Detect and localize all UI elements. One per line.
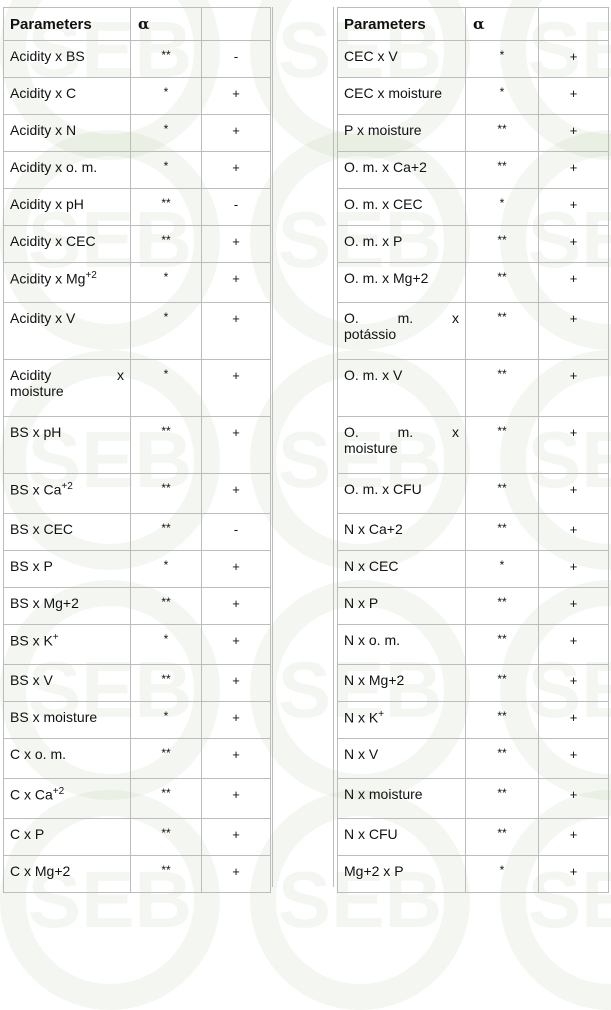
parameter-cell (338, 665, 466, 702)
parameter-label: Acidity x BS (10, 48, 85, 64)
parameter-cell (338, 625, 466, 665)
parameter-label: O. m. x Mg+2 (344, 270, 429, 286)
significance-cell: * (131, 263, 202, 303)
parameter-label: N x Ca+2 (344, 521, 403, 537)
parameter-cell (4, 588, 131, 625)
sign-cell: + (539, 303, 609, 360)
table-row (338, 360, 609, 417)
parameter-cell (338, 152, 466, 189)
table-row (338, 474, 609, 514)
parameter-label: N x moisture (344, 786, 423, 802)
sign-cell: + (539, 856, 609, 893)
table-row (338, 551, 609, 588)
table-row (4, 152, 271, 189)
superscript: +2 (85, 270, 97, 281)
parameter-cell (4, 551, 131, 588)
table-row (338, 303, 609, 360)
parameter-label: Acidity x N (10, 122, 77, 138)
parameter-cell (338, 779, 466, 819)
parameter-label: CEC x moisture (344, 85, 443, 101)
sign-cell: + (202, 665, 271, 702)
significance-cell: ** (131, 779, 202, 819)
sign-cell: - (202, 41, 271, 78)
significance-cell: * (466, 856, 539, 893)
sign-cell: + (202, 474, 271, 514)
table-row (4, 78, 271, 115)
table-row (4, 625, 271, 665)
sign-cell: + (539, 474, 609, 514)
sign-cell: + (202, 702, 271, 739)
sign-cell: + (202, 739, 271, 779)
parameter-cell (4, 856, 131, 893)
header-row (338, 8, 609, 41)
significance-cell: * (131, 303, 202, 360)
parameter-label: BS x pH (10, 424, 62, 440)
parameter-cell (338, 115, 466, 152)
significance-cell: * (131, 360, 202, 417)
table-row (338, 152, 609, 189)
parameter-cell (338, 303, 466, 360)
significance-cell: ** (466, 417, 539, 474)
parameter-cell (4, 625, 131, 665)
table-row (4, 856, 271, 893)
parameter-label: N x Mg+2 (344, 672, 405, 688)
significance-cell: ** (466, 514, 539, 551)
sign-cell: + (539, 41, 609, 78)
significance-cell: ** (131, 41, 202, 78)
table-row (4, 588, 271, 625)
parameter-label: Acidity x V (10, 310, 76, 326)
parameter-label: O. m. x (344, 310, 459, 326)
parameter-label: BS x Mg+2 (10, 595, 79, 611)
table-row (4, 551, 271, 588)
table-row (4, 702, 271, 739)
significance-cell: ** (131, 819, 202, 856)
table-row (4, 819, 271, 856)
parameter-label: O. m. x V (344, 367, 403, 383)
parameter-label: O. m. x CFU (344, 481, 422, 497)
sign-cell: + (202, 551, 271, 588)
alpha-header: α (466, 8, 539, 41)
parameter-label: BS x P (10, 558, 53, 574)
significance-cell: ** (466, 702, 539, 739)
parameter-cell (338, 551, 466, 588)
sign-cell: + (539, 263, 609, 303)
parameter-cell (4, 474, 131, 514)
significance-cell: ** (131, 474, 202, 514)
sign-cell: + (202, 588, 271, 625)
significance-cell: * (466, 78, 539, 115)
sign-cell: + (202, 115, 271, 152)
parameter-label: O. m. x P (344, 233, 403, 249)
significance-cell: ** (131, 856, 202, 893)
parameter-label: Acidity x (10, 367, 124, 383)
significance-cell: ** (466, 588, 539, 625)
parameter-label: BS x Ca (10, 481, 62, 498)
table-row (4, 665, 271, 702)
parameter-cell (338, 41, 466, 78)
table-row (4, 779, 271, 819)
parameter-label: N x V (344, 746, 379, 762)
significance-cell: * (131, 78, 202, 115)
parameter-label: Acidity x pH (10, 196, 84, 212)
spacer-column (272, 7, 334, 887)
sign-cell: + (202, 303, 271, 360)
sign-cell: + (202, 226, 271, 263)
significance-cell: ** (466, 739, 539, 779)
alpha-header: α (131, 8, 202, 41)
sign-cell: + (539, 78, 609, 115)
table-row (338, 625, 609, 665)
significance-cell: ** (131, 514, 202, 551)
parameter-cell (338, 702, 466, 739)
table-row (338, 856, 609, 893)
significance-cell: ** (131, 665, 202, 702)
significance-cell: * (131, 115, 202, 152)
parameter-cell (4, 303, 131, 360)
sign-cell: - (202, 189, 271, 226)
parameter-label: BS x moisture (10, 709, 98, 725)
table-row (4, 189, 271, 226)
superscript: +2 (52, 786, 65, 797)
parameter-cell (4, 779, 131, 819)
sign-cell: + (202, 625, 271, 665)
table-row (338, 78, 609, 115)
sign-header (539, 8, 609, 41)
significance-cell: ** (466, 263, 539, 303)
parameter-cell (4, 702, 131, 739)
table-row (338, 514, 609, 551)
parameter-cell (338, 588, 466, 625)
superscript: + (378, 709, 385, 720)
significance-cell: ** (466, 819, 539, 856)
table-row (4, 226, 271, 263)
table-row (338, 588, 609, 625)
significance-cell: ** (466, 779, 539, 819)
significance-cell: ** (466, 360, 539, 417)
sign-cell: + (539, 739, 609, 779)
parameter-cell (4, 189, 131, 226)
sign-cell: + (539, 152, 609, 189)
significance-cell: ** (131, 226, 202, 263)
parameter-cell (338, 189, 466, 226)
table-row (4, 360, 271, 417)
significance-cell: ** (466, 152, 539, 189)
parameter-label: N x P (344, 595, 379, 611)
parameter-label: P x moisture (344, 122, 422, 138)
parameter-label: Acidity x Mg (10, 270, 86, 287)
parameter-label-line2: potássio (344, 326, 397, 342)
parameter-label: N x CFU (344, 826, 398, 842)
right-table (337, 7, 609, 893)
parameter-label: Mg+2 x P (344, 863, 404, 879)
table-row (4, 263, 271, 303)
parameter-label: Acidity x o. m. (10, 159, 98, 175)
table-row (338, 41, 609, 78)
significance-cell: * (131, 152, 202, 189)
sign-cell: + (202, 819, 271, 856)
parameter-label: C x Ca (10, 786, 53, 803)
parameter-label: O. m. x Ca+2 (344, 159, 427, 175)
table-row (4, 41, 271, 78)
sign-cell: + (539, 588, 609, 625)
sign-cell: + (539, 625, 609, 665)
sign-cell: + (202, 779, 271, 819)
parameter-cell (4, 78, 131, 115)
table-row (4, 303, 271, 360)
parameter-label: O. m. x (344, 424, 459, 440)
parameter-cell (4, 263, 131, 303)
parameter-cell (338, 856, 466, 893)
sign-cell: - (202, 514, 271, 551)
significance-cell: ** (466, 665, 539, 702)
significance-cell: * (131, 551, 202, 588)
parameter-label-line2: moisture (10, 383, 64, 399)
sign-cell: + (539, 702, 609, 739)
parameter-cell (4, 417, 131, 474)
sign-cell: + (539, 189, 609, 226)
superscript: + (52, 632, 59, 643)
table-row (4, 115, 271, 152)
significance-cell: ** (466, 226, 539, 263)
parameter-label: BS x V (10, 672, 53, 688)
table-row (338, 739, 609, 779)
parameter-label: N x K (344, 709, 379, 726)
sign-cell: + (539, 551, 609, 588)
parameter-label: C x Mg+2 (10, 863, 71, 879)
significance-cell: ** (466, 303, 539, 360)
significance-cell: ** (131, 739, 202, 779)
superscript: +2 (61, 481, 73, 492)
table-row (338, 115, 609, 152)
parameter-label: C x P (10, 826, 45, 842)
parameter-cell (338, 474, 466, 514)
left-table (3, 7, 271, 893)
sign-cell: + (539, 819, 609, 856)
sign-cell: + (202, 417, 271, 474)
table-row (338, 702, 609, 739)
parameter-label: O. m. x CEC (344, 196, 423, 212)
table-row (338, 819, 609, 856)
sign-cell: + (202, 152, 271, 189)
parameters-header: Parameters (4, 8, 131, 41)
sign-cell: + (202, 263, 271, 303)
significance-cell: ** (131, 417, 202, 474)
sign-cell: + (202, 360, 271, 417)
sign-cell: + (539, 665, 609, 702)
parameter-cell (4, 665, 131, 702)
parameter-cell (4, 360, 131, 417)
parameter-cell (338, 360, 466, 417)
significance-cell: ** (466, 474, 539, 514)
table-row (4, 739, 271, 779)
table-row (338, 417, 609, 474)
table-row (338, 263, 609, 303)
header-row (4, 8, 271, 41)
sign-cell: + (202, 78, 271, 115)
table-row (338, 779, 609, 819)
parameter-label: N x o. m. (344, 632, 401, 648)
table-row (338, 189, 609, 226)
sign-cell: + (539, 417, 609, 474)
parameter-cell (4, 152, 131, 189)
table-row (4, 514, 271, 551)
parameter-label-line2: moisture (344, 440, 398, 456)
significance-cell: * (466, 551, 539, 588)
parameter-label: BS x CEC (10, 521, 74, 537)
parameter-label: Acidity x CEC (10, 233, 96, 249)
parameter-cell (338, 514, 466, 551)
parameter-label: C x o. m. (10, 746, 67, 762)
sign-cell: + (539, 226, 609, 263)
parameter-cell (4, 115, 131, 152)
sign-cell: + (539, 779, 609, 819)
sign-cell: + (202, 856, 271, 893)
parameter-label: Acidity x C (10, 85, 77, 101)
significance-cell: ** (131, 588, 202, 625)
significance-cell: * (466, 41, 539, 78)
table-row (338, 665, 609, 702)
parameters-header: Parameters (338, 8, 466, 41)
parameter-cell (338, 78, 466, 115)
parameter-label: CEC x V (344, 48, 398, 64)
table-row (4, 417, 271, 474)
significance-cell: * (466, 189, 539, 226)
significance-cell: ** (131, 189, 202, 226)
parameter-cell (338, 417, 466, 474)
sign-cell: + (539, 360, 609, 417)
parameter-cell (338, 739, 466, 779)
significance-cell: ** (466, 115, 539, 152)
parameter-cell (4, 739, 131, 779)
parameter-cell (338, 226, 466, 263)
sign-cell: + (539, 115, 609, 152)
significance-cell: * (131, 625, 202, 665)
parameter-cell (4, 41, 131, 78)
parameter-label: N x CEC (344, 558, 399, 574)
parameter-cell (4, 514, 131, 551)
parameter-cell (4, 226, 131, 263)
sign-header (202, 8, 271, 41)
parameter-label: BS x K (10, 632, 53, 649)
parameter-cell (338, 819, 466, 856)
table-row (338, 226, 609, 263)
significance-cell: * (131, 702, 202, 739)
significance-cell: ** (466, 625, 539, 665)
table-row (4, 474, 271, 514)
parameter-cell (4, 819, 131, 856)
sign-cell: + (539, 514, 609, 551)
parameter-cell (338, 263, 466, 303)
